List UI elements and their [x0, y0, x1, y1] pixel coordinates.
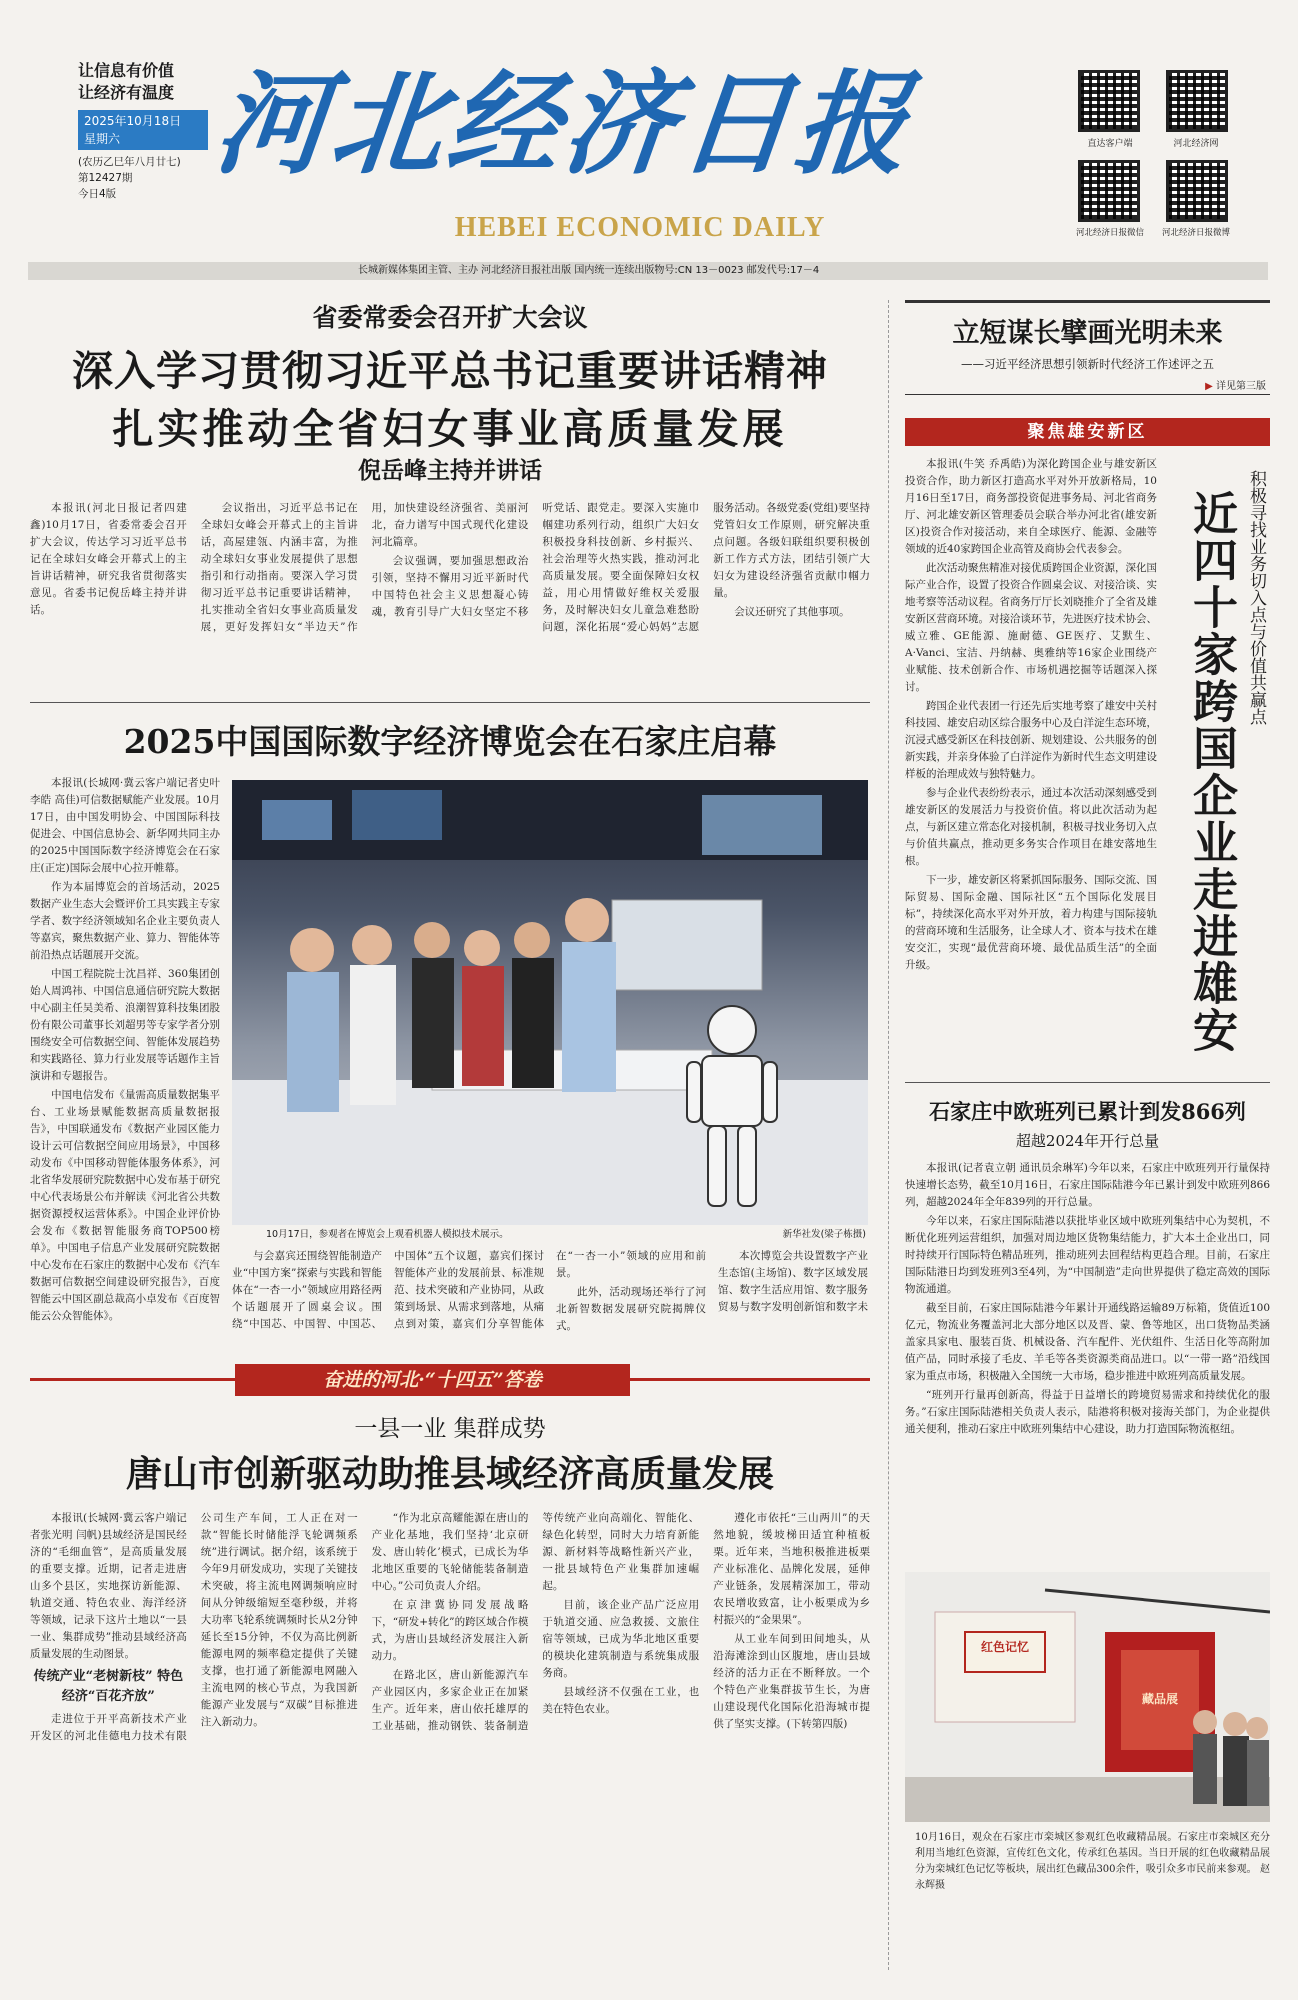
- expo-photo: [232, 780, 868, 1225]
- expo-paragraph: 此外，活动现场还举行了河北新智数据发展研究院揭牌仪式。: [556, 1286, 706, 1332]
- masthead-slogans: [78, 60, 208, 104]
- banner-text: 奋进的河北·“十四五”答卷: [323, 1369, 542, 1391]
- lead-headline-1: 深入学习贯彻习近平总书记重要讲话精神: [72, 347, 828, 395]
- expo-paragraph: 与会嘉宾还围绕智能制造产业“中国方案”探索与实践和智能体在“一杏一小”领域应用路径两个话题展开了圆桌会议。围绕“中国芯、中国智、中国芯、中国体”五个议题，嘉宾们探讨智能体产业的发展前景、标准规范、技术突破和产业协同，从政策到场景、从需求到落地，从痛点到对策，嘉宾们分享智能体在“一杏一小”领域的应用和前景。: [232, 1250, 706, 1330]
- lead-kicker: 省委常委会召开扩大会议: [312, 303, 588, 332]
- rail-subheadline: 超越2024年开行总量: [1015, 1132, 1160, 1150]
- series-box: [905, 300, 1270, 395]
- exhibition-caption-credit: 赵永辉摄: [915, 1864, 1270, 1891]
- tangshan-kicker: 一县一业 集群成势: [354, 1416, 546, 1442]
- issue-number: 第12427期: [78, 172, 133, 184]
- masthead-date-box: [78, 110, 208, 150]
- rail-paragraph: 本报讯(记者袁立朝 通讯员余琳军)今年以来，石家庄中欧班列开行量保持快速增长态势，截至10月16日，石家庄国际陆港今年已累计到发中欧班列866列，超越2024年全年839列的开行总量。: [905, 1162, 1270, 1208]
- xiongan-paragraph: 下一步，雄安新区将紧抓国际服务、国际交流、国际贸易、国际金融、国际社区“五个国际化发展目标”，持续深化高水平对外开放，着力构建与国际接轨的营商环境和生活服务，让全球人才、资本与技术在雄安交汇，实现“最优营商环境、最优品质生活”的全面升级。: [905, 874, 1157, 971]
- lead-paragraph: 本报讯(河北日报记者四建鑫)10月17日，省委常委会召开扩大会议，传达学习习近平总书记在全球妇女峰会开幕式上的主旨讲话精神，研究我省贯彻落实意见。省委书记倪岳峰主持并讲话。: [30, 502, 187, 616]
- expo-paragraph: 本次博览会共设置数字产业生态馆(主场馆)、数字区域发展馆、数字生活应用馆、数字服务贸易与数字发明创新馆和数字未: [718, 1250, 868, 1313]
- tangshan-paragraph: 遵化市依托“三山两川”的天然地貌，缓坡梯田适宜种植板栗。近年来，当地积极推进板栗产业标准化、品牌化发展，延伸产业链条，发展精深加工，带动农民增收致富，让小板栗成为乡村振兴的“金果果”。: [713, 1512, 870, 1626]
- rail-paragraph: 截至目前，石家庄国际陆港今年累计开通线路运输89万标箱，货值近100亿元，物流业务覆盖河北大部分地区以及晋、蒙、鲁等地区，出口货物品类涵盖家具家电、服装百货、机械设备、汽车配件、光伏组件、生活日化等高附加值产品，同时承接了毛皮、羊毛等各类资源类商品进口。以“一带一路”沿线国家为重点市场，积极融入全国统一大市场，稳步推进中欧班列高质量发展。: [905, 1302, 1270, 1382]
- xiongan-paragraph: 本报讯(牛笑 乔禹皓)为深化跨国企业与雄安新区投资合作，助力新区打造高水平对外开放新格局，10月16日至17日，商务部投资促进事务局、河北省商务厅、河北雄安新区管理委员会联合举办河北省(雄安新区)投资合作对接活动，来自全球医疗、能源、金融等领域的近40家跨国企业高管及商协会代表参会。: [905, 458, 1157, 555]
- qr-label-app: 直达客户端: [1087, 139, 1133, 149]
- section-banner: [235, 1364, 630, 1396]
- rail-paragraph: 今年以来，石家庄国际陆港以获批毕业区域中欧班列集结中心为契机，不断优化班列运营组织，加强对周边地区货物集结能力，扩大本土企业出口，同时持续开行国际特色精品班列，推动班列去回程结构更趋合理。目前，石家庄国际陆港日均到发班列3至4列，为“中国制造”走向世界提供了稳定高效的国际物流通道。: [905, 1215, 1270, 1295]
- lead-paragraph: 会议强调，要加强思想政治引领，坚持不懈用习近平新时代中国特色社会主义思想凝心铸魂，教育引导广大妇女坚定不移听党话、跟党走。要深入实施巾帼建功系列行动，组织广大妇女积极投身科技创新、乡村振兴、社会治理等火热实践，推动河北高质量发展。要全面保障妇女权益，用心用情做好维权关爱服务，及时解决妇女儿童急难愁盼问题，深化拓展“爱心妈妈”志愿服务活动。各级党委(党组)要坚持党管妇女工作原则，研究解决重点问题。各级妇联组织要积极创新工作方式方法，团结引领广大妇女为建设经济强省贡献巾帼力量。: [371, 502, 870, 633]
- expo-paragraph: 中国电信发布《量需高质量数据集平台、工业场景赋能数据高质量数据报告》，中国联通发布《数据产业园区能力设计云可信数据空间应用场景》，中国移动发布《中国移动智能体服务体系》，河北省华发展研究院数据中心发布基于研究中心代表场景公布并解读《河北省公共数据资源授权运营体系》。中国企业评价协会发布《数据智能服务商TOP500榜单》。中国电子信息产业发展研究院数据中心发布在石家庄的数据中心发布《汽车数据可信数据空间建设研究报告》，百度智能云中国区副总裁高小卓发布《百度智能云公众智能体》。: [30, 1089, 220, 1322]
- series-subtitle: ——习近平经济思想引领新时代经济工作述评之五: [961, 357, 1214, 371]
- publisher-strip: [28, 262, 1268, 280]
- column-divider: [888, 300, 889, 1970]
- tangshan-paragraph: 本报讯(长城网·冀云客户端记者张光明 闫帆)县域经济是国民经济的“毛细血管”，是高质量发展的重要支撑。近期，记者走进唐山多个县区，实地探访新能源、轨道交通、特色农业、海洋经济等领域，记录下这片土地以“一县一业、集群成势”推动县域经济高质量发展的生动图景。: [30, 1512, 187, 1660]
- xiongan-headline: 近四十家跨国企业走进雄安: [1185, 490, 1238, 1054]
- lunar-date: (农历乙巳年八月廿七): [78, 156, 181, 168]
- expo-paragraph: 中国工程院院士沈昌祥、360集团创始人周鸿祎、中国信息通信研究院大数据中心副主任吴美希、浪潮智算科技集团股份有限公司董事长刘超男等专家学者分别围绕安全可信数据空间、智能体发展趋势和实践路径、算力行业发展等话题作主旨演讲和专题报告。: [30, 968, 220, 1082]
- xiongan-paragraph: 跨国企业代表团一行还先后实地考察了雄安中关村科技园、雄安启动区综合服务中心及白洋淀生态环境，沉浸式感受新区在科技创新、规划建设、公共服务的创新实践，并亲身体验了白洋淀作为新时代生态文明建设样板的治理成效与独特魅力。: [905, 700, 1157, 780]
- exhibition-sign-2: 藏品展: [1141, 1692, 1178, 1706]
- qr-code-app[interactable]: [1078, 70, 1140, 132]
- tangshan-paragraph: 从工业车间到田间地头，从沿海滩涂到山区腹地，唐山县域经济的活力正在不断释放。一个个特色产业集群拔节生长，为唐山建设现代化国际化沿海城市提供了坚实支撑。(下转第四版): [713, 1633, 870, 1730]
- lead-paragraph: 会议还研究了其他事项。: [734, 606, 850, 618]
- publisher-info: 长城新媒体集团主管、主办 河北经济日报社出版 国内统一连续出版物号:CN 13－0023 邮发代号:17－4: [358, 265, 820, 276]
- focus-label: [905, 418, 1270, 446]
- qr-code-wechat[interactable]: [1078, 160, 1140, 222]
- expo-photo-scene: [232, 780, 868, 1225]
- publish-weekday: 星期六: [84, 132, 121, 146]
- expo-photo-caption: [266, 1228, 866, 1242]
- masthead-title: 河北经济日报: [208, 59, 919, 190]
- tangshan-body: [30, 1510, 870, 1970]
- series-ref[interactable]: [1205, 377, 1266, 392]
- qr-label-wechat: 河北经济日报微信: [1075, 228, 1144, 238]
- slogan-1: 让信息有价值: [78, 61, 175, 80]
- tangshan-paragraph: 目前，该企业产品广泛应用于轨道交通、应急救援、文旅住宿等领域，已成为华北地区重要的模块化建筑制造与系统集成服务商。: [542, 1599, 700, 1679]
- focus-label-text: 聚焦雄安新区: [1027, 422, 1148, 442]
- tangshan-paragraph: “作为北京高耀能源在唐山的产业化基地，我们坚持‘北京研发、唐山转化’模式，已成长为华北地区重要的飞轮储能装备制造中心。”公司负责人介绍。: [371, 1512, 529, 1592]
- expo-caption-text: 10月17日，参观者在博览会上观看机器人模拟技术展示。: [266, 1229, 509, 1240]
- tangshan-paragraph: 县域经济不仅强在工业，也美在特色农业。: [542, 1686, 700, 1715]
- expo-caption-credit: 新华社发(梁子栋摄): [782, 1229, 866, 1240]
- expo-headline: 2025中国国际数字经济博览会在石家庄启幕: [123, 722, 777, 761]
- divider: [30, 702, 870, 703]
- rail-headline: 石家庄中欧班列已累计到发866列: [929, 1099, 1246, 1124]
- qr-grid: [1075, 70, 1248, 245]
- arrow-right-icon: ▶: [1205, 381, 1213, 392]
- xiongan-paragraph: 此次活动聚焦精准对接优质跨国企业资源，深化国际产业合作，设置了投资合作圆桌会议、对接洽谈、实地考察等活动议程。省商务厅厅长刘晓推介了全省及雄安新区营商环境。对接洽谈环节，先进医疗技术协会、威立雅、GE能源、施耐德、GE医疗、艾默生、A·Vanci、宝洁、丹纳赫、奥雅纳等16家企业围绕产业赋能、技术创新合作、市场机遇挖掘等话题深入探讨。: [905, 562, 1157, 693]
- xiongan-paragraph: 参与企业代表纷纷表示，通过本次活动深刻感受到雄安新区的发展活力与投资价值。将以此次活动为起点，与新区建立常态化对接机制，积极寻找业务切入点与价值共赢点，推动更多务实合作项目在雄安落地生根。: [905, 787, 1157, 867]
- exhibition-photo-scene: [905, 1572, 1270, 1822]
- masthead-issue-info: [78, 154, 218, 202]
- divider: [905, 1082, 1270, 1083]
- rail-paragraph: “班列开行量再创新高，得益于日益增长的跨境贸易需求和持续优化的服务。”石家庄国际陆港相关负责人表示，陆港将积极对接海关部门，为企业提供通关便利，推动石家庄中欧班列集结中心建设，助力打造国际物流枢纽。: [905, 1389, 1270, 1435]
- publish-date: 2025年10月18日: [84, 114, 182, 128]
- exhibition-sign-1: 红色记忆: [980, 1640, 1029, 1654]
- lead-headline-2: 扎实推动全省妇女事业高质量发展: [112, 405, 788, 453]
- exhibition-photo: [905, 1572, 1270, 1822]
- qr-label-web: 河北经济网: [1173, 139, 1219, 149]
- expo-paragraph: 作为本届博览会的首场活动，2025数据产业生态大会暨评价工具实践主专家学者、数字经济领域知名企业主要负责人等嘉宾，聚焦数据产业、算力、智能体等前沿热点话题展开交流。: [30, 881, 220, 961]
- exhibition-caption: [915, 1830, 1270, 1970]
- lead-body: [30, 500, 870, 696]
- expo-body-left: [30, 775, 220, 1340]
- expo-body-bottom: [232, 1248, 868, 1346]
- tangshan-subhead: 传统产业“老树新枝” 特色经济“百花齐放”: [33, 1669, 184, 1704]
- exhibition-caption-text: 10月16日，观众在石家庄市栾城区参观红色收藏精品展。石家庄市栾城区充分利用当地红色资源，宣传红色文化，传承红色基因。当日开展的红色收藏精品展分为栾城红色记忆等板块，展出红色藏品300余件，吸引众多市民前来参观。: [915, 1832, 1270, 1875]
- qr-code-web[interactable]: [1166, 70, 1228, 132]
- rail-body: [905, 1160, 1270, 1560]
- lead-paragraph: 会议指出，习近平总书记在全球妇女峰会开幕式上的主旨讲话，高屋建瓴、内涵丰富，为推动全球妇女事业发展提供了思想指引和行动指南。要深入学习贯彻习近平总书记重要讲话精神，扎实推动全省妇女事业高质量发展，更好发挥妇女“半边天”作用，加快建设经济强省、美丽河北，奋力谱写中国式现代化建设河北篇章。: [200, 502, 529, 633]
- series-title: 立短谋长擘画光明未来: [952, 318, 1223, 349]
- slogan-2: 让经济有温度: [78, 83, 175, 102]
- tangshan-paragraph: 走进位于开平高新技术产业开发区的河北佳德电力技术有限公司生产车间，工人正在对一款“智能长时储能浮飞轮调频系统”进行调试。据介绍，该系统于今年9月研发成功，实现了关键技术突破，将主流电网调频响应时间从分钟级缩短至毫秒级，并将大功率飞轮系统调频时长从2分钟延长至15分钟，不仅为高比例新能源电网的频率稳定提供了关键支撑，也打通了新能源电网融入主流电网的核心节点，为我国新能源产业发展与“双碳”目标推进注入新动力。: [30, 1512, 358, 1742]
- masthead-title-en: HEBEI ECONOMIC DAILY: [454, 212, 826, 243]
- xiongan-body: [905, 456, 1157, 1048]
- tangshan-paragraph: 在路北区，唐山新能源汽车产业园区内，多家企业正在加紧生产。近年来，唐山依托雄厚的工业基础，推动钢铁、装备制造等传统产业向高端化、智能化、绿色化转型，同时大力培育新能源、新材料等战略性新兴产业，一批县域特色产业集群加速崛起。: [371, 1512, 700, 1732]
- qr-label-weibo: 河北经济日报微博: [1161, 228, 1230, 238]
- xiongan-kicker: 积极寻找业务切入点与价值共赢点: [1246, 470, 1266, 725]
- tangshan-headline: 唐山市创新驱动助推县域经济高质量发展: [125, 1453, 774, 1495]
- series-ref-text: 详见第三版: [1216, 381, 1266, 392]
- page-count: 今日4版: [78, 188, 117, 200]
- expo-paragraph: 本报讯(长城网·冀云客户端记者史叶 李皓 高佳)可信数据赋能产业发展。10月17日，由中国发明协会、中国国际科技促进会、中国信息协会、新华网共同主办的2025中国国际数字经济博览会在石家庄(正定)国际会展中心拉开帷幕。: [30, 777, 220, 874]
- qr-code-weibo[interactable]: [1166, 160, 1228, 222]
- tangshan-paragraph: 在京津冀协同发展战略下，“研发+转化”的跨区域合作模式，为唐山县域经济发展注入新动力。: [371, 1599, 529, 1662]
- lead-byline: 倪岳峰主持并讲话: [358, 457, 542, 484]
